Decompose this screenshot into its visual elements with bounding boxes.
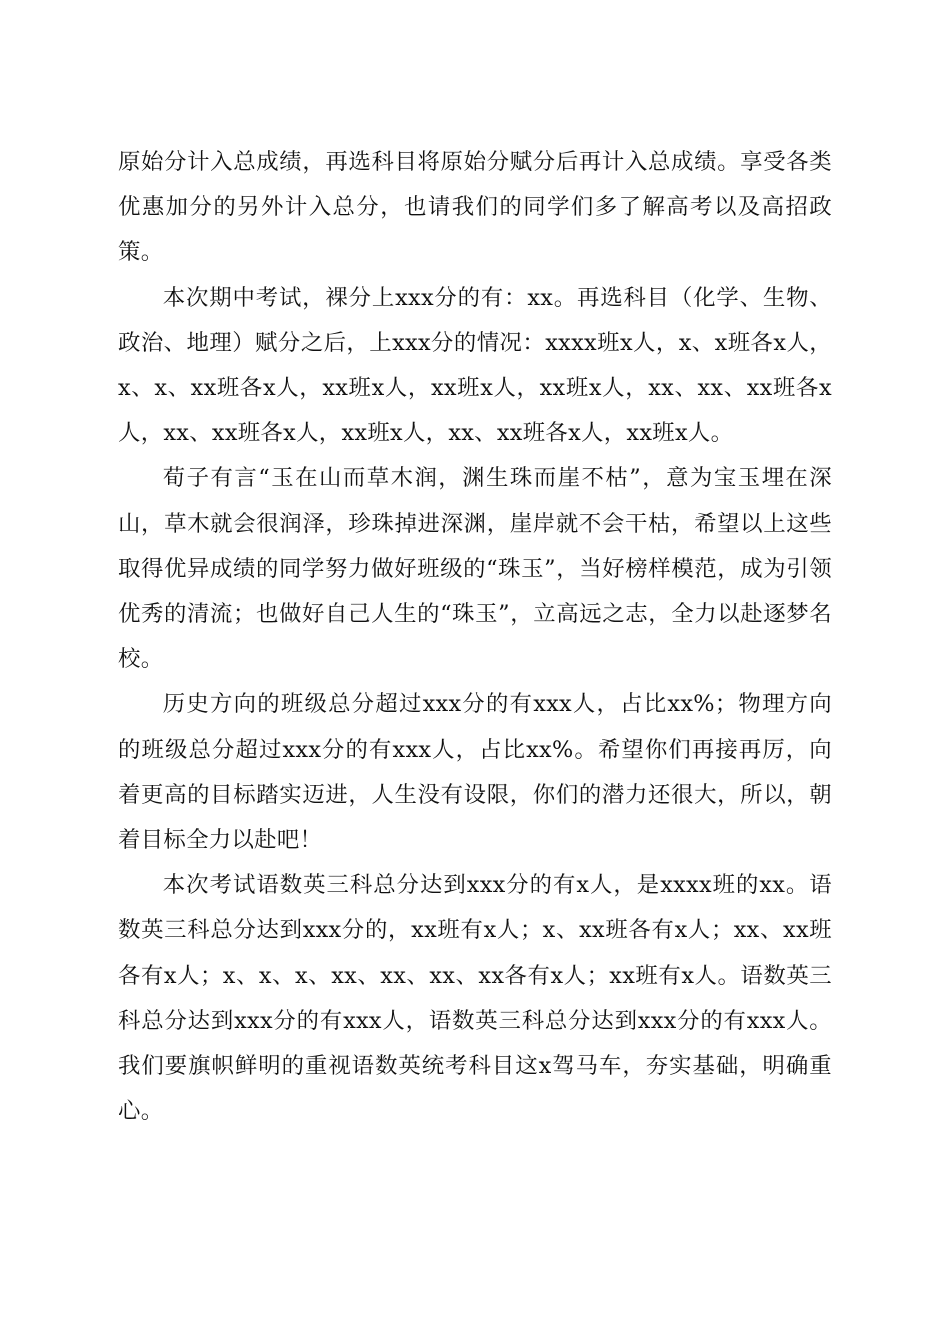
- paragraph-xunzi-quote: 荀子有言“玉在山而草木润，渊生珠而崖不枯”，意为宝玉埋在深山，草木就会很润泽，珍珠掉进深渊，崖岸就不会干枯，希望以上这些取得优异成绩的同学努力做好班级的“珠玉”，当好榜样模范，成为引领优秀的清流；也做好自己人生的“珠玉”，立高远之志，全力以赴逐梦名校。: [118, 465, 832, 673]
- paragraph-midterm-results: 本次期中考试，裸分上xxx分的有：xx。再选科目（化学、生物、政治、地理）赋分之后，上xxx分的情况：xxxx班x人，x、x班各x人，x、x、xx班各x人，xx班x人，xx班x人，xx班x人，xx、xx、xx班各x人，xx、xx班各x人，xx班x人，xx、xx班各x人，xx班x人。: [118, 284, 832, 447]
- paragraph-gaokao-policy: 原始分计入总成绩，再选科目将原始分赋分后再计入总成绩。享受各类优惠加分的另外计入总分，也请我们的同学们多了解高考以及高招政策。: [118, 149, 832, 266]
- document-page: [118, 140, 832, 1134]
- paragraph-core-subjects: 本次考试语数英三科总分达到xxx分的有x人，是xxxx班的xx。语数英三科总分达到xxx分的，xx班有x人；x、xx班各有x人；xx、xx班各有x人；x、x、x、xx、xx、xx、xx各有x人；xx班有x人。语数英三科总分达到xxx分的有xxx人，语数英三科总分达到xxx分的有xxx人。我们要旗帜鲜明的重视语数英统考科目这x驾马车，夯实基础，明确重心。: [118, 872, 832, 1125]
- paragraph-class-totals: 历史方向的班级总分超过xxx分的有xxx人，占比xx%；物理方向的班级总分超过xxx分的有xxx人，占比xx%。希望你们再接再厉，向着更高的目标踏实迈进，人生没有设限，你们的潜力还很大，所以，朝着目标全力以赴吧！: [118, 691, 832, 854]
